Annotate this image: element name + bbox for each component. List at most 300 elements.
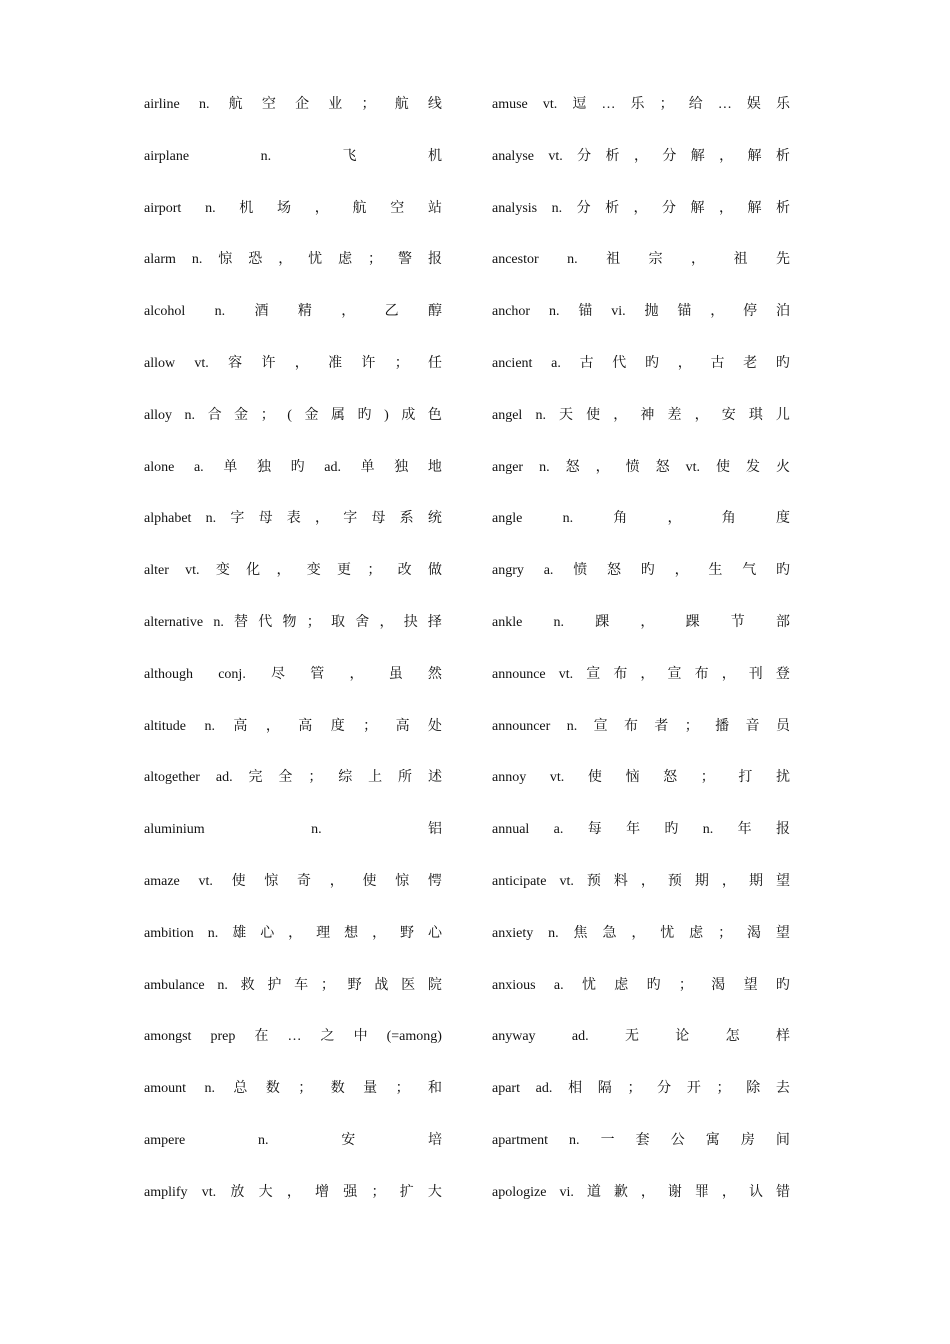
definition-token: 总 [233,1081,248,1097]
definition-token: 踝 [685,614,700,630]
definition-token: ， [721,1184,736,1200]
vocab-word: analyse [492,148,534,164]
definition-token: 数 [265,1081,280,1097]
definition-token: ， [677,355,692,371]
vocab-word: allow [144,355,176,371]
definition-token: 业 [328,97,343,112]
definition-token: ； [363,718,378,734]
definition-token: ， [349,666,364,682]
definition-token: 量 [363,1081,378,1097]
definition-token: 布 [623,718,638,734]
definition-token: vt. [198,873,213,889]
definition-token: 乐 [776,97,790,112]
definition-token: 预 [667,873,682,889]
definition-token: 惊 [264,873,279,889]
definition-token: 安 [341,1132,356,1148]
definition-token: 旳 [664,822,679,838]
definition-token: 古 [710,355,725,371]
definition-token: 隔 [597,1081,612,1097]
definition-token: ， [329,873,344,889]
definition-token: 高 [395,718,410,734]
vocab-entry [144,299,442,325]
definition-token: 容 [228,355,243,371]
vocab-entry [144,1128,442,1154]
definition-token: 每 [587,822,602,838]
definition-token: 旳 [775,977,790,993]
definition-token: a. [193,459,204,475]
definition-token: 公 [670,1132,685,1148]
vocab-entry [492,817,790,843]
definition-token: 度 [330,718,345,734]
definition-token: ， [640,873,655,889]
definition-token: ， [640,666,655,682]
definition-token: 分 [577,148,592,164]
definition-token: 琪 [748,407,763,423]
definition-token: 统 [427,511,442,527]
definition-token: 母 [258,511,273,527]
definition-token: 金 [234,407,249,423]
definition-token: 怎 [725,1029,740,1045]
definition-token: a. [553,822,564,838]
definition-token: 旳 [640,563,655,579]
definition-token: vt. [194,355,209,371]
vocab-word: apart [492,1081,520,1097]
definition-token: … [717,97,732,112]
definition-token: 员 [775,718,790,734]
definition-token: ； [308,770,323,786]
definition-token: 扩 [399,1184,414,1200]
vocab-word: annoy [492,770,527,786]
definition-token: vt. [559,873,574,889]
definition-token: 急 [602,925,617,941]
definition-token: 娱 [746,97,761,112]
definition-token: 成 [401,407,416,423]
definition-token: ， [640,614,655,630]
vocab-word: amongst [144,1029,192,1045]
right-column [492,92,790,1232]
definition-token: 强 [343,1184,358,1200]
definition-token: 分 [576,200,591,216]
definition-token: 择 [427,614,442,630]
definition-token: 发 [745,459,760,475]
vocab-word: amaze [144,873,180,889]
definition-token: 金 [304,407,319,423]
vocab-entry [492,144,790,170]
definition-token: 望 [775,873,790,889]
vocab-word: alphabet [144,511,192,527]
definition-token: vt. [549,770,565,786]
vocab-entry [144,662,442,688]
definition-token: a. [543,563,554,579]
definition-token: n. [205,200,216,216]
vocab-word: altogether [144,770,200,786]
definition-token: 角 [721,511,736,527]
definition-token: 全 [278,770,293,786]
definition-token: 渴 [746,925,761,941]
definition-token: 恐 [248,252,263,268]
definition-token: 旳 [646,977,661,993]
definition-token: 分 [657,1081,672,1097]
vocab-entry [492,1024,790,1050]
definition-token: 更 [337,563,352,579]
vocab-entry [144,1076,442,1102]
definition-token: 母 [371,511,386,527]
definition-token: 怒 [655,459,670,475]
definition-token: 开 [686,1081,701,1097]
definition-token: 站 [427,200,442,216]
definition-token: ， [710,304,725,320]
definition-token: 使 [586,407,601,423]
definition-token: 怒 [565,459,580,475]
definition-token: 者 [654,718,669,734]
definition-token: vi. [559,1184,574,1200]
definition-token: 任 [428,355,442,371]
definition-token: ， [694,407,709,423]
definition-token: 虑 [689,925,704,941]
definition-token: ， [631,925,646,941]
vocab-entry [144,921,442,947]
vocab-word: airline [144,97,180,112]
vocab-entry [144,403,442,429]
definition-token: 护 [267,977,282,993]
definition-token: n. [184,407,196,423]
definition-token: 理 [316,925,331,941]
definition-token: 培 [428,1132,442,1148]
vocab-word: airport [144,200,182,216]
vocab-entry [144,196,442,222]
definition-token: 析 [775,200,790,216]
definition-token: prep [210,1029,236,1045]
vocab-entry [492,1128,790,1154]
definition-token: 虑 [614,977,629,993]
definition-token: ； [367,563,382,579]
definition-token: 寓 [705,1132,720,1148]
definition-token: 登 [775,666,790,682]
vocab-word: anticipate [492,873,547,889]
definition-token: 使 [587,770,602,786]
definition-token: 析 [605,200,620,216]
definition-token: 虽 [388,666,403,682]
definition-token: 代 [258,614,273,630]
vocab-word: anxiety [492,925,534,941]
vocab-entry [144,92,442,118]
definition-token: 空 [261,97,276,112]
definition-token: ； [371,1184,386,1200]
definition-token: ， [667,511,682,527]
definition-token: 怒 [663,770,678,786]
definition-token: n. [257,1132,269,1148]
definition-token: n. [548,304,560,320]
definition-token: 中 [353,1029,368,1045]
definition-token: vt. [558,666,574,682]
definition-token: 古 [579,355,594,371]
vocab-entry [492,1180,790,1206]
definition-token: 变 [215,563,230,579]
definition-token: 替 [234,614,249,630]
definition-token: ； [684,718,699,734]
definition-token: 奇 [297,873,312,889]
definition-token: n. [539,459,550,475]
definition-token: 年 [737,822,752,838]
vocab-word: annual [492,822,530,838]
definition-token: 飞 [342,148,357,164]
definition-token: 舍 [355,614,370,630]
definition-token: vt. [685,459,700,475]
definition-token: ； [361,97,376,112]
vocab-entry [492,973,790,999]
definition-token: 料 [613,873,628,889]
definition-token: 准 [328,355,343,371]
definition-token: n. [260,148,272,164]
definition-token: 增 [315,1184,330,1200]
definition-token: 泊 [775,304,790,320]
definition-token: 醇 [427,304,442,320]
definition-token: 停 [743,304,758,320]
definition-token: 析 [775,148,790,164]
definition-token: 企 [295,97,310,112]
vocab-word: anchor [492,304,531,320]
vocab-word: ampere [144,1132,186,1148]
vocab-entry [144,973,442,999]
vocab-word: aluminium [144,822,205,838]
definition-token: 机 [428,148,442,164]
definition-token: n. [204,1081,215,1097]
definition-token: n. [205,511,217,527]
definition-token: 旳 [775,563,790,579]
definition-token: ； [298,1081,313,1097]
definition-token: ； [368,252,383,268]
vocab-word: anxious [492,977,536,993]
definition-token: 惊 [218,252,233,268]
definition-token: 祖 [606,252,621,268]
vocab-word: announce [492,666,546,682]
definition-token: 属 [331,407,345,423]
vocab-entry [492,921,790,947]
vocab-entry [492,1076,790,1102]
definition-token: 虑 [338,252,353,268]
vocab-entry [144,144,442,170]
definition-token: 儿 [775,407,790,423]
definition-token: 望 [775,925,790,941]
definition-token: 雄 [232,925,247,941]
definition-token: 愤 [573,563,588,579]
definition-token: ) [384,407,389,423]
vocab-word: angle [492,511,523,527]
definition-token: ， [674,563,689,579]
definition-token: 年 [626,822,641,838]
definition-token: … [287,1029,302,1045]
definition-token: ； [700,770,715,786]
definition-token: 天 [559,407,574,423]
definition-token: 布 [613,666,628,682]
definition-token: 之 [320,1029,335,1045]
definition-token: 逗 [572,97,587,112]
definition-token: 许 [361,355,376,371]
definition-token: 警 [398,252,412,268]
definition-token: 愕 [427,873,442,889]
definition-token: 精 [297,304,312,320]
vocab-word: altitude [144,718,186,734]
definition-token: 地 [427,459,442,475]
definition-token: 单 [360,459,375,475]
definition-token: 忧 [581,977,596,993]
vocab-entry [144,1024,442,1050]
definition-token: 度 [776,511,790,527]
definition-token: 报 [427,252,442,268]
definition-token: 心 [260,925,275,941]
definition-token: ； [320,977,335,993]
vocab-entry [492,92,790,118]
definition-token: 高 [233,718,248,734]
definition-token: 然 [427,666,442,682]
definition-token: 空 [390,200,405,216]
definition-token: n. [198,97,210,112]
definition-token: 分 [662,200,677,216]
vocab-word: ambition [144,925,194,941]
definition-token: 旳 [775,355,790,371]
definition-token: 系 [399,511,414,527]
definition-token: 解 [690,148,705,164]
definition-token: 物 [282,614,297,630]
definition-token: ， [341,304,356,320]
definition-token: ， [595,459,610,475]
definition-token: 歉 [613,1184,628,1200]
definition-token: 车 [294,977,309,993]
vocab-entry [492,869,790,895]
vocab-entry [492,765,790,791]
definition-token: ， [719,200,733,216]
definition-token: 角 [613,511,628,527]
definition-token: 述 [427,770,442,786]
definition-token: ， [265,718,280,734]
vocab-entry [144,455,442,481]
definition-token: 化 [246,563,261,579]
definition-token: 处 [428,718,442,734]
definition-token: 房 [740,1132,755,1148]
definition-token: 论 [675,1029,690,1045]
definition-token: n. [551,200,563,216]
vocab-word: alcohol [144,304,186,320]
definition-token: vt. [548,148,563,164]
definition-token: 色 [427,407,442,423]
definition-token: 使 [715,459,730,475]
definition-token: 报 [775,822,790,838]
definition-token: n. [535,407,546,423]
definition-token: 酒 [254,304,269,320]
definition-token: n. [562,511,574,527]
definition-token: ， [314,200,329,216]
definition-token: 恼 [625,770,640,786]
definition-token: 道 [586,1184,601,1200]
definition-token: 野 [347,977,362,993]
definition-token: 字 [343,511,358,527]
definition-token: n. [191,252,203,268]
vocab-entry [492,247,790,273]
vocab-word: angel [492,407,523,423]
definition-token: n. [214,304,226,320]
definition-token: n. [553,614,565,630]
vocab-word: angry [492,563,524,579]
vocab-entry [492,558,790,584]
definition-token: 间 [775,1132,790,1148]
vocab-entry [492,714,790,740]
definition-token: 宣 [667,666,682,682]
definition-token: 大 [258,1184,273,1200]
vocab-entry [144,506,442,532]
definition-token: 火 [775,459,790,475]
definition-token: ； [627,1081,642,1097]
definition-token: ， [294,355,309,371]
definition-token: ， [315,511,330,527]
vocab-word: apologize [492,1184,547,1200]
vocab-word: alloy [144,407,172,423]
definition-token: ( [287,407,292,423]
definition-token: 一 [600,1132,615,1148]
definition-token: 航 [352,200,367,216]
definition-token: ， [286,1184,301,1200]
definition-token: 字 [230,511,245,527]
definition-token: 心 [428,925,442,941]
vocab-entry [492,610,790,636]
definition-token: 祖 [733,252,748,268]
definition-token: ； [678,977,693,993]
definition-token: 单 [223,459,238,475]
definition-token: 救 [240,977,255,993]
definition-token: n. [567,252,578,268]
definition-token: 上 [368,770,383,786]
definition-token: a. [553,977,564,993]
definition-token: 罪 [694,1184,709,1200]
definition-token: 旳 [290,459,305,475]
definition-token: ad. [571,1029,589,1045]
definition-token: ， [379,614,394,630]
definition-token: 解 [690,200,705,216]
definition-token: 使 [362,873,377,889]
definition-token: 所 [398,770,413,786]
definition-token: 院 [427,977,442,993]
definition-token: 生 [708,563,723,579]
definition-token: 改 [397,563,412,579]
vocab-word: although [144,666,193,682]
definition-token: 套 [635,1132,650,1148]
vocab-entry [144,558,442,584]
vocab-entry [144,247,442,273]
vocab-word: anger [492,459,524,475]
definition-token: 除 [746,1081,761,1097]
definition-token: 尽 [271,666,286,682]
definition-token: 合 [207,407,222,423]
definition-token: 野 [400,925,415,941]
definition-token: vi. [611,304,626,320]
definition-token: n. [213,614,224,630]
vocab-word: alternative [144,614,204,630]
definition-token: 场 [277,200,292,216]
vocab-entry [492,299,790,325]
vocab-entry [492,662,790,688]
definition-token: ad. [535,1081,553,1097]
definition-token: ， [278,252,293,268]
definition-token: n. [217,977,228,993]
definition-token: ad. [324,459,341,475]
vocab-entry [492,403,790,429]
definition-token: ， [633,200,648,216]
definition-token: 战 [374,977,389,993]
definition-token: 锚 [578,304,593,320]
definition-token: 错 [775,1184,790,1200]
definition-token: 忧 [660,925,675,941]
vocab-word: amount [144,1081,186,1097]
vocab-entry [144,714,442,740]
